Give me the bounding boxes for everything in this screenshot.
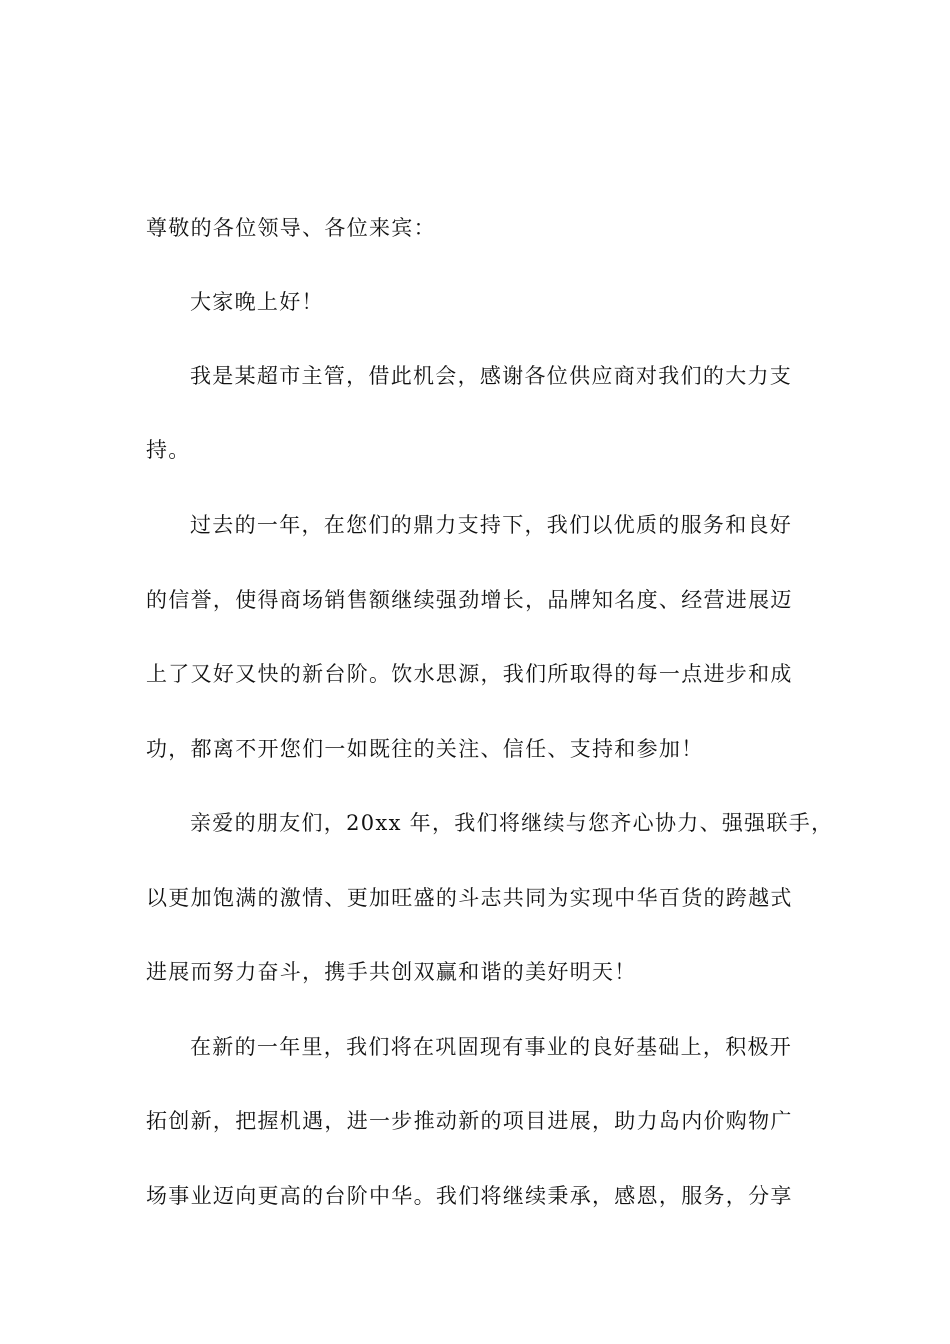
paragraph-4-line-1: 在新的一年里，我们将在巩固现有事业的良好基础上，积极开 — [190, 1035, 793, 1059]
paragraph-4-line-2: 拓创新，把握机遇，进一步推动新的项目进展，助力岛内价购物广 — [146, 1109, 793, 1133]
paragraph-3-line-3: 进展而努力奋斗，携手共创双赢和谐的美好明天！ — [146, 960, 637, 984]
paragraph-3-line-1: 亲爱的朋友们，20xx 年，我们将继续与您齐心协力、强强联手， — [190, 811, 834, 835]
paragraph-2-line-3: 上了又好又快的新台阶。饮水思源，我们所取得的每一点进步和成 — [146, 662, 793, 686]
paragraph-2-line-1: 过去的一年，在您们的鼎力支持下，我们以优质的服务和良好 — [190, 513, 793, 537]
paragraph-3-line-2: 以更加饱满的激情、更加旺盛的斗志共同为实现中华百货的跨越式 — [146, 886, 793, 910]
paragraph-1-line-1: 我是某超市主管，借此机会，感谢各位供应商对我们的大力支 — [190, 364, 793, 388]
paragraph-1-line-2: 持。 — [146, 438, 191, 462]
salutation: 尊敬的各位领导、各位来宾： — [146, 216, 436, 240]
paragraph-2-line-2: 的信誉，使得商场销售额继续强劲增长，品牌知名度、经营进展迈 — [146, 588, 793, 612]
paragraph-2-line-4: 功，都离不开您们一如既往的关注、信任、支持和参加！ — [146, 737, 704, 761]
greeting: 大家晚上好！ — [190, 290, 324, 314]
paragraph-4-line-3: 场事业迈向更高的台阶中华。我们将继续秉承，感恩，服务，分享 — [146, 1184, 793, 1208]
